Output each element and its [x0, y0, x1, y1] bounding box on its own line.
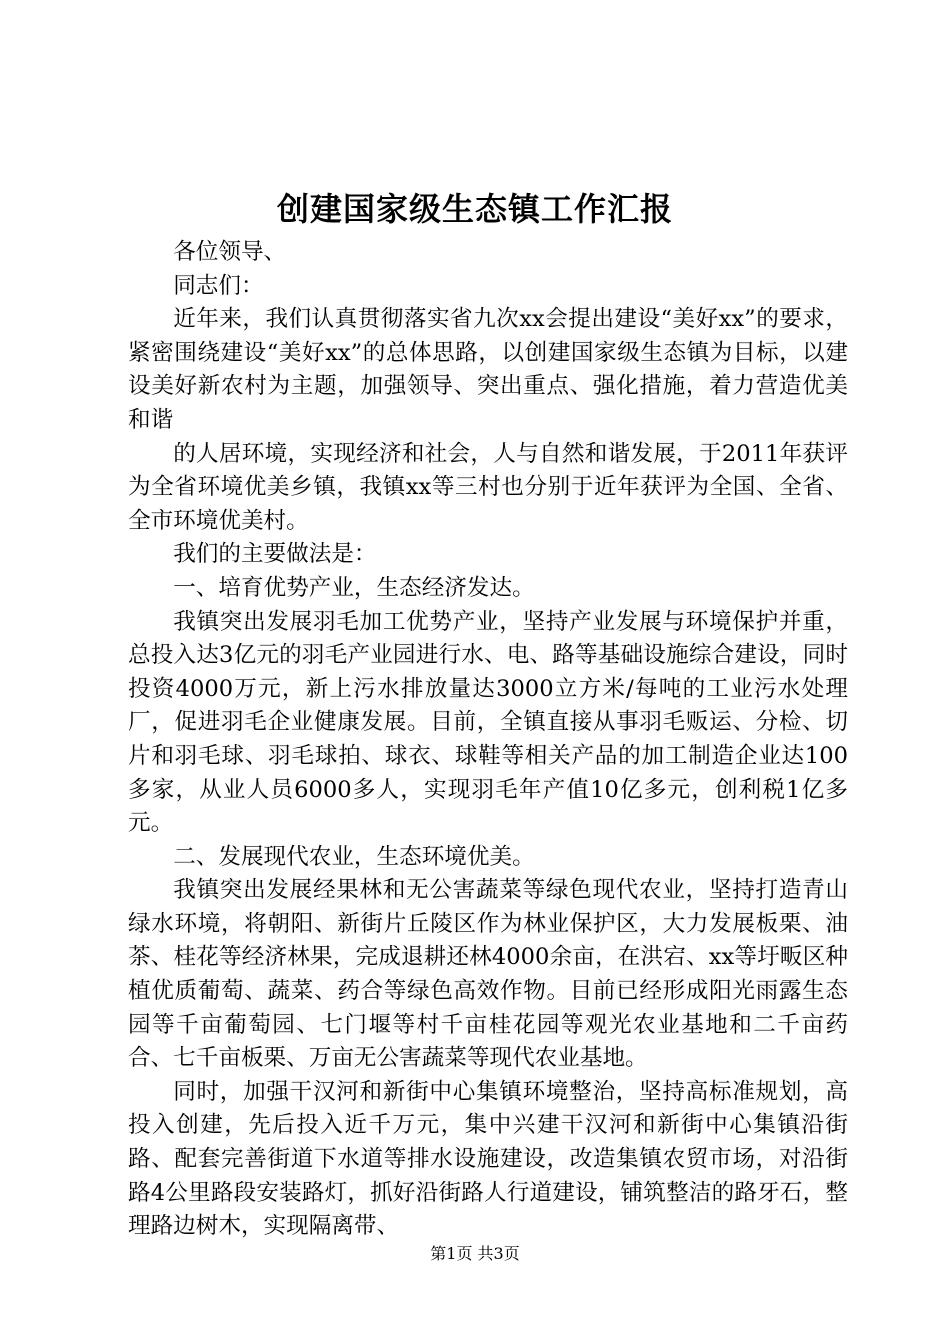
- document-body: [128, 236, 848, 1244]
- paragraph-salutation-2: 同志们：: [173, 272, 264, 299]
- document-title: 创建国家级生态镇工作汇报: [276, 190, 673, 228]
- section-heading: 二、发展现代农业，生态环境优美。: [173, 843, 535, 870]
- paragraph: 同时，加强干汉河和新街中心集镇环境整治，坚持高标准规划，高投入创建，先后投入近千万元，集中兴建干汉河和新街中心集镇沿街路、配套完善街道下水道等排水设施建设，改造集镇农贸市场，对沿街路4公里路段安装路灯，抓好沿街路人行道建设，铺筑整洁的路牙石，整理路边树木，实现隔离带、: [128, 1078, 848, 1240]
- paragraph: 我镇突出发展经果林和无公害蔬菜等绿色现代农业，坚持打造青山绿水环境，将朝阳、新街片丘陵区作为林业保护区，大力发展板栗、油茶、桂花等经济林果，完成退耕还林4000余亩，在洪宕、xx等圩畈区种植优质葡萄、蔬菜、药合等绿色高效作物。目前已经形成阳光雨露生态园等千亩葡萄园、七门堰等村千亩桂花园等观光农业基地和二千亩药合、七千亩板栗、万亩无公害蔬菜等现代农业基地。: [128, 877, 848, 1072]
- paragraph: 的人居环境，实现经济和社会，人与自然和谐发展，于2011年获评为全省环境优美乡镇，我镇xx等三村也分别于近年获评为全国、全省、全市环境优美村。: [128, 440, 848, 534]
- page-number-footer: 第1页 共3页: [430, 1244, 520, 1263]
- section-heading: 一、培育优势产业，生态经济发达。: [173, 574, 535, 601]
- paragraph: 近年来，我们认真贯彻落实省九次xx会提出建设“美好xx”的要求，紧密围绕建设“美好xx”的总体思路，以创建国家级生态镇为目标，以建设美好新农村为主题，加强领导、突出重点、强化措施，着力营造优美和谐: [128, 306, 848, 433]
- paragraph-salutation-1: 各位领导、: [173, 239, 287, 265]
- paragraph: 我镇突出发展羽毛加工优势产业，坚持产业发展与环境保护并重，总投入达3亿元的羽毛产业园进行水、电、路等基础设施综合建设，同时投资4000万元，新上污水排放量达3000立方米/每吨的工业污水处理厂，促进羽毛企业健康发展。目前，全镇直接从事羽毛贩运、分检、切片和羽毛球、羽毛球拍、球衣、球鞋等相关产品的加工制造企业达100多家，从业人员6000多人，实现羽毛年产值10亿多元，创利税1亿多元。: [128, 608, 848, 837]
- paragraph: 我们的主要做法是：: [173, 541, 377, 568]
